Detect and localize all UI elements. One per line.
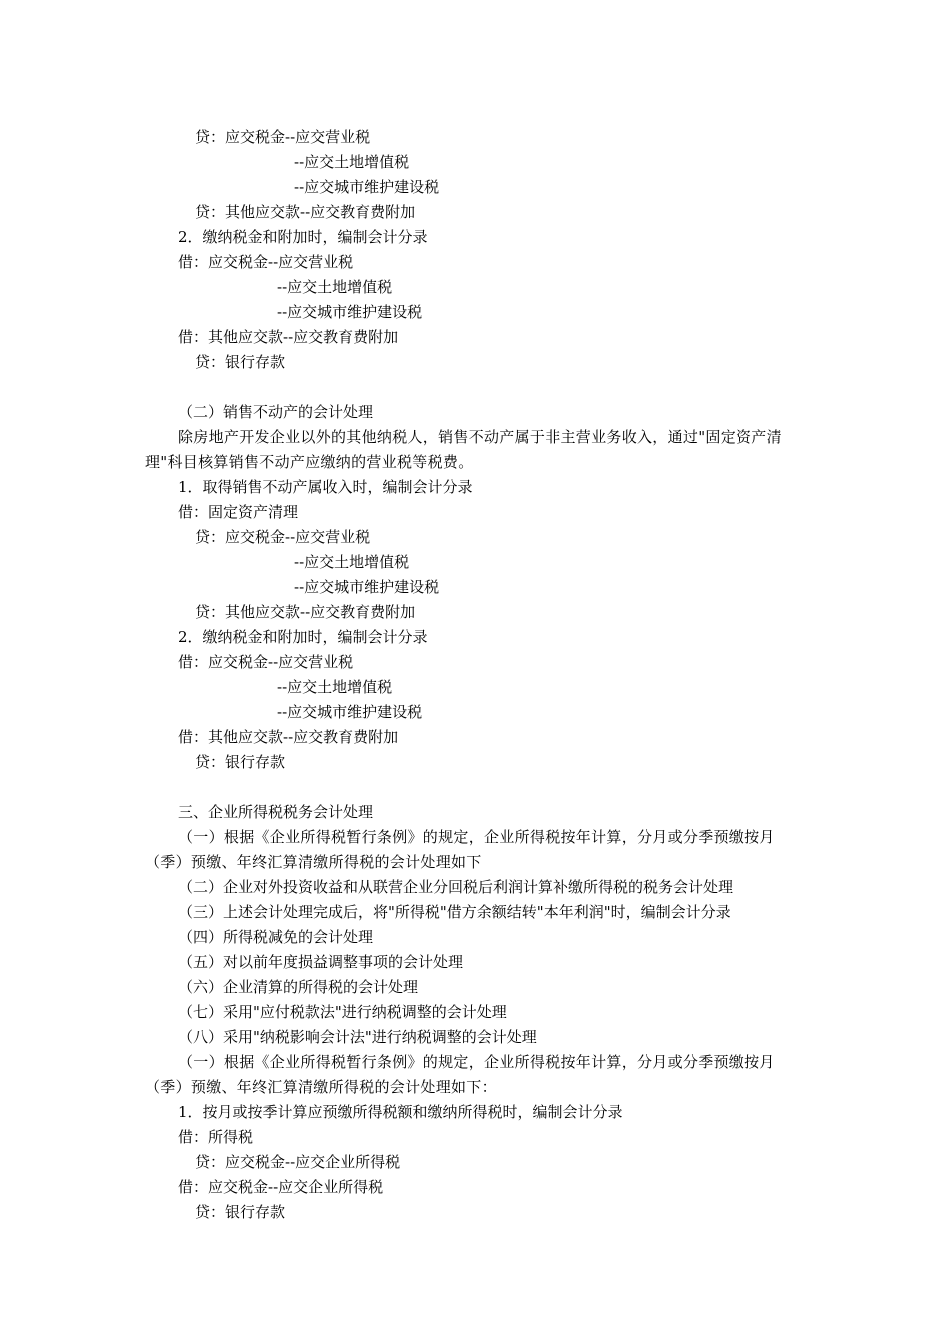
- section-paragraph: 除房地产开发企业以外的其他纳税人，销售不动产属于非主营业务收入，通过"固定资产清理"科目核算销售不动产应缴纳的营业税等税费。: [145, 428, 782, 471]
- credit-subaccount-line: --应交土地增值税: [294, 153, 410, 171]
- credit-line: 贷：应交税金--应交营业税: [195, 128, 371, 146]
- credit-subaccount-line: --应交城市维护建设税: [294, 578, 440, 596]
- debit-line: 借：应交税金--应交企业所得税: [178, 1178, 384, 1196]
- credit-line: 贷：应交税金--应交营业税: [195, 528, 371, 546]
- debit-line: 借：固定资产清理: [178, 503, 299, 521]
- section-paragraph: （一）根据《企业所得税暂行条例》的规定，企业所得税按年计算，分月或分季预缴按月（季）预缴、年终汇算清缴所得税的会计处理如下：: [145, 1053, 775, 1096]
- debit-line: 借：应交税金--应交营业税: [178, 653, 354, 671]
- credit-line: 贷：应交税金--应交企业所得税: [195, 1153, 401, 1171]
- step-line: 2．缴纳税金和附加时，编制会计分录: [178, 228, 428, 246]
- credit-line: 贷：其他应交款--应交教育费附加: [195, 603, 416, 621]
- debit-subaccount-line: --应交城市维护建设税: [277, 303, 423, 321]
- list-item: （八）采用"纳税影响会计法"进行纳税调整的会计处理: [178, 1028, 537, 1046]
- credit-line: 贷：银行存款: [195, 753, 286, 771]
- credit-subaccount-line: --应交土地增值税: [294, 553, 410, 571]
- list-item: （三）上述会计处理完成后，将"所得税"借方余额结转"本年利润"时，编制会计分录: [178, 903, 731, 921]
- credit-line: 贷：其他应交款--应交教育费附加: [195, 203, 416, 221]
- list-item: （五）对以前年度损益调整事项的会计处理: [178, 953, 464, 971]
- debit-line: 借：所得税: [178, 1128, 254, 1146]
- credit-subaccount-line: --应交城市维护建设税: [294, 178, 440, 196]
- step-line: 1．取得销售不动产属收入时，编制会计分录: [178, 478, 473, 496]
- credit-line: 贷：银行存款: [195, 1203, 286, 1221]
- section-heading: 三、企业所得税税务会计处理: [178, 803, 374, 821]
- list-item: （二）企业对外投资收益和从联营企业分回税后利润计算补缴所得税的税务会计处理: [178, 878, 734, 896]
- list-item: （四）所得税减免的会计处理: [178, 928, 374, 946]
- debit-subaccount-line: --应交城市维护建设税: [277, 703, 423, 721]
- debit-line: 借：其他应交款--应交教育费附加: [178, 728, 399, 746]
- debit-subaccount-line: --应交土地增值税: [277, 678, 393, 696]
- section-heading: （二）销售不动产的会计处理: [178, 403, 374, 421]
- step-line: 1．按月或按季计算应预缴所得税额和缴纳所得税时，编制会计分录: [178, 1103, 623, 1121]
- step-line: 2．缴纳税金和附加时，编制会计分录: [178, 628, 428, 646]
- debit-line: 借：其他应交款--应交教育费附加: [178, 328, 399, 346]
- debit-subaccount-line: --应交土地增值税: [277, 278, 393, 296]
- list-item: （七）采用"应付税款法"进行纳税调整的会计处理: [178, 1003, 507, 1021]
- debit-line: 借：应交税金--应交营业税: [178, 253, 354, 271]
- list-item: （六）企业清算的所得税的会计处理: [178, 978, 419, 996]
- credit-line: 贷：银行存款: [195, 353, 286, 371]
- section-paragraph: （一）根据《企业所得税暂行条例》的规定，企业所得税按年计算，分月或分季预缴按月（季）预缴、年终汇算清缴所得税的会计处理如下: [145, 828, 775, 871]
